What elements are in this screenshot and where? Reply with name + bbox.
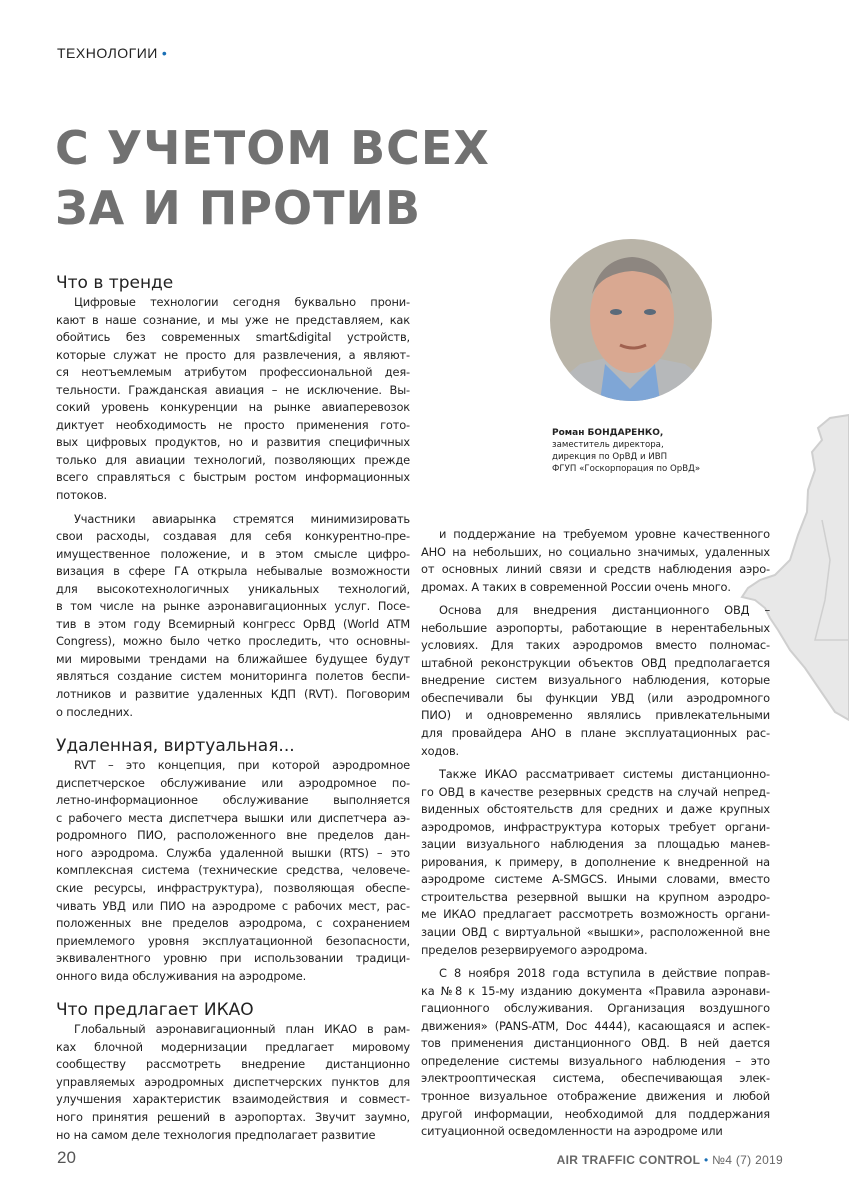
text-line: ские ресурсы, инфраструктура), позволяющая обеспе- (56, 880, 410, 895)
section-heading: Что в тренде (56, 273, 174, 293)
text-line: Также ИКАО рассматривает системы дистанционно- (439, 767, 770, 782)
paragraph (56, 757, 410, 985)
text-line: ного принятия решений в аэропортах. Звучит заумно, (56, 1109, 410, 1124)
text-line: лотников и развитие удаленных КДП (RVT). Поговорим (56, 687, 410, 702)
magazine-name: AIR TRAFFIC CONTROL (556, 1153, 701, 1167)
issue-number: №4 (7) 2019 (712, 1153, 783, 1167)
text-line: диспетчерское обслуживание или аэродромное по- (56, 775, 410, 790)
text-line: для провайдера АНО в плане эксплуатационных рас- (421, 726, 770, 741)
text-line: потоков. (56, 488, 108, 503)
paragraph (56, 1021, 410, 1144)
text-line: штабной реконструкции объектов ОВД предполагается (421, 655, 770, 670)
section-label (57, 45, 167, 61)
section-heading: Что предлагает ИКАО (56, 1000, 254, 1021)
text-line: внедрение систем визуального наблюдения, которые (421, 673, 770, 688)
text-line: ка №8 к 15-му изданию документа «Правила аэронави- (421, 983, 770, 998)
photo-caption (552, 427, 700, 475)
text-line: обойтись без современных smart&digital устройств, (56, 330, 410, 345)
text-line: комплексная система (технические средства, человече- (56, 863, 410, 878)
title-line: ЗА И ПРОТИВ (55, 181, 422, 235)
paragraph (421, 526, 770, 596)
text-line: ПИО) и одновременно являлись привлекательными (421, 708, 770, 723)
text-line: ситуационной осведомленности на аэродроме или (421, 1124, 723, 1139)
text-line: только для авиации технологий, позволяющих прежде (56, 452, 410, 467)
text-line: дромах. А таких в современной России очень много. (421, 579, 731, 594)
text-line: пределов резервируемого аэродрома. (421, 942, 648, 957)
text-line: ках блочной модернизации предлагает мировому (56, 1039, 410, 1054)
bullet-dot: • (161, 45, 168, 61)
text-line: положенных вне пределов аэродрома, с сохранением (56, 916, 410, 931)
text-line: которые служат не просто для развлечения, а являют- (56, 347, 410, 362)
text-line: от основных линий связи и средств наблюдения аэро- (421, 562, 770, 577)
paragraph (421, 766, 770, 959)
article-title (55, 118, 490, 238)
text-line: всего справляться с быстрым ростом информационных (56, 470, 410, 485)
text-line: ме ИКАО предлагает рассмотреть возможность органи- (421, 907, 770, 922)
text-line: чивать УВД или ПИО на аэродроме с рабочих мест, рас- (56, 898, 410, 913)
section-heading: Удаленная, виртуальная... (56, 736, 295, 757)
left-column (56, 272, 410, 1150)
title-line: С УЧЕТОМ ВСЕХ (55, 121, 490, 175)
page-footer (557, 1153, 783, 1167)
text-line: в том числе на рынке аэронавигационных услуг. Посе- (56, 599, 410, 614)
text-line: и поддержание на требуемом уровне качественного (439, 527, 770, 541)
text-line: свои расходы, создавая для себя конкурентно-пре- (56, 529, 410, 544)
text-line: тив в этом году Всемирный конгресс ОрВД (World ATM (56, 616, 410, 631)
text-line: тронное визуальное отображение движения и любой (421, 1088, 770, 1103)
text-line: онного вида обслуживания на аэродроме. (56, 968, 307, 983)
text-line: Основа для внедрения дистанционного ОВД – (439, 603, 770, 618)
text-line: строительства резервной вышки на крупном аэродро- (421, 889, 770, 904)
text-line: сообществу рассмотреть внедрение дистанционно (56, 1057, 410, 1072)
author-position: заместитель директора, (552, 440, 664, 450)
author-organization: ФГУП «Госкорпорация по ОрВД» (552, 464, 701, 474)
text-line: летно-информационное обслуживание выполняется (56, 793, 410, 808)
section-name: ТЕХНОЛОГИИ (57, 45, 158, 61)
text-line: эквивалентного уровню при использовании традици- (56, 951, 410, 966)
bullet-dot: • (703, 1153, 709, 1167)
text-line: но на самом деле технология предполагает развитие (56, 1127, 376, 1142)
author-department: дирекция по ОрВД и ИВП (552, 452, 668, 462)
text-line: зации визуального наблюдения за площадью манев- (421, 837, 770, 852)
text-line: виденных обстоятельств для средних и даже крупных (421, 802, 770, 817)
text-line: управляемых аэродромных диспетчерских пунктов для (56, 1074, 410, 1089)
text-line: улучшения характеристик взаимодействия и совмест- (56, 1092, 410, 1107)
text-line: тельности. Гражданская авиация – не исключение. Вы- (56, 382, 410, 397)
text-line: родромного ПИО, расположенного вне пределов дан- (56, 828, 410, 843)
page-number: 20 (57, 1148, 76, 1167)
text-line: АНО на небольших, но социально значимых, удаленных (421, 544, 770, 559)
text-line: Глобальный аэронавигационный план ИКАО в рам- (74, 1022, 410, 1037)
text-line: зации ОВД с виртуальной «вышки», расположенной вне (421, 925, 770, 940)
text-line: имущественное положение, и в этом смысле цифро- (56, 546, 410, 561)
text-line: аэродроме системе A-SMGCS. Иными словами, вместо (421, 872, 770, 887)
text-line: для высокотехнологичных уникальных технологий, (56, 581, 410, 596)
text-line: определение системы визуального наблюдения – это (421, 1053, 770, 1068)
author-name: Роман БОНДАРЕНКО, (552, 428, 664, 438)
text-line: электрооптическая система, обеспечивающая элек- (421, 1071, 770, 1086)
text-line: рирования, к примеру, в дополнение к внедренной на (421, 854, 770, 869)
text-line: движения» (PANS-ATM, Doc 4444), касающаяся и аспек- (421, 1018, 770, 1033)
right-column (421, 526, 770, 1147)
text-line: Участники авиарынка стремятся минимизировать (74, 511, 410, 526)
text-line: го ОВД в качестве резервных средств на случай непред- (421, 784, 770, 799)
paragraph (421, 965, 770, 1140)
text-line: о последних. (56, 704, 133, 719)
text-line: небольшие аэропорты, работающие в нерентабельных (421, 620, 770, 635)
text-line: ного аэродрома. Служба удаленной вышки (RTS) – это (56, 845, 410, 860)
author-photo (550, 239, 712, 401)
text-line: аэродромов, инфраструктура которых требует органи- (421, 819, 770, 834)
text-line: Цифровые технологии сегодня буквально прони- (74, 295, 410, 309)
text-line: тов применения дистанционного ОВД. В ней дается (421, 1036, 770, 1051)
text-line: диктует необходимость не просто применения гото- (56, 417, 410, 432)
text-line: ся неотъемлемым атрибутом профессиональной дея- (56, 365, 410, 380)
text-line: обеспечивали бы функции УВД (или аэродромного (421, 690, 770, 705)
text-line: Congress), можно было четко проследить, что основны- (56, 634, 410, 649)
paragraph (56, 511, 410, 722)
text-line: гационного обслуживания. Организация воздушного (421, 1001, 770, 1016)
text-line: приемлемого уровня эксплуатационной безопасности, (56, 933, 410, 948)
text-line: вых цифровых продуктов, но и развития специфичных (56, 435, 410, 450)
text-line: сокий уровень конкуренции на рынке авиаперевозок (56, 400, 410, 415)
text-line: являться создание систем мониторинга полетов беспи- (56, 669, 410, 684)
text-line: ходов. (421, 743, 459, 758)
paragraph (56, 294, 410, 505)
text-line: условиях. Для таких аэродромов вместо полномас- (421, 638, 770, 653)
paragraph (421, 602, 770, 760)
text-line: С 8 ноября 2018 года вступила в действие поправ- (439, 966, 770, 981)
text-line: с рабочего места диспетчера вышки или диспетчера аэ- (56, 810, 410, 825)
text-line: другой информации, необходимой для поддержания (421, 1106, 770, 1121)
text-line: кают в наше сознание, и мы уже не представляем, как (56, 312, 410, 327)
text-line: визация в сфере ГА открыла небывалые возможности (56, 564, 410, 579)
text-line: ми мировыми трендами на ближайшее будущее будут (56, 651, 410, 666)
text-line: RVT – это концепция, при которой аэродромное (74, 758, 410, 773)
